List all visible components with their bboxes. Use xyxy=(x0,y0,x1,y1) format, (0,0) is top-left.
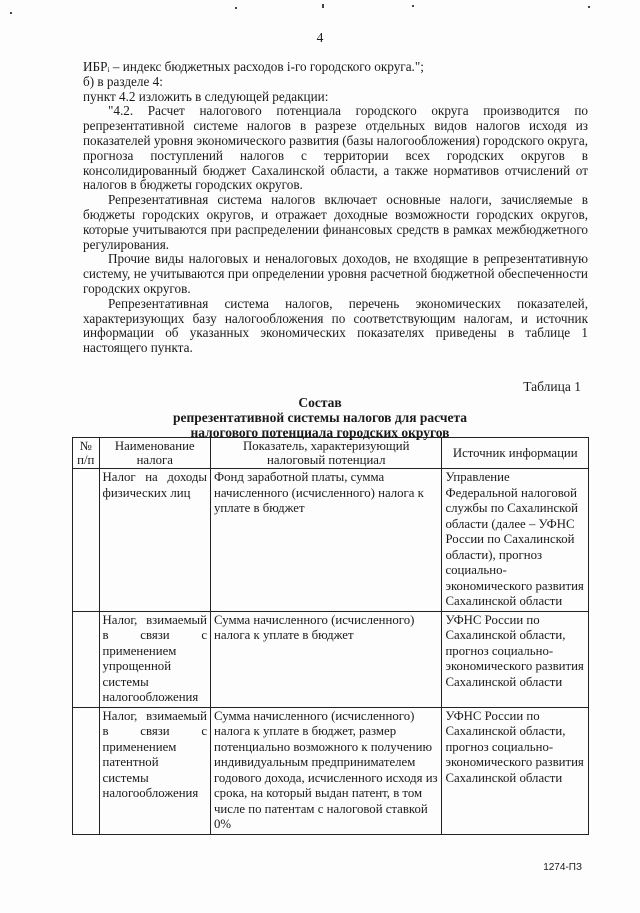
cell-tax: Налог, взимаемый в связи с применением патентной системы налогообложения xyxy=(99,707,210,834)
document-code: 1274-ПЗ xyxy=(543,862,582,873)
cell-num xyxy=(73,707,100,834)
heading-line-1: Состав xyxy=(298,395,342,410)
cell-indicator: Сумма начисленного (исчисленного) налога к уплате в бюджет xyxy=(211,611,442,707)
cell-indicator: Фонд заработной платы, сумма начисленного (исчисленного) налога к уплате в бюджет xyxy=(211,469,442,612)
cell-num xyxy=(73,469,100,612)
paragraph-representative-system: Репрезентативная система налогов включает основные налоги, зачисляемые в бюджеты городских округов, и отражает доходные возможности городских округов, которые учитываются при распределении финансовых средств в рамках межбюджетного регулирования. xyxy=(83,192,588,252)
header-num: № п/п xyxy=(73,438,100,469)
cell-source: УФНС России по Сахалинской области, прогноз социально-экономического развития Сахалинской области xyxy=(442,707,589,834)
header-source: Источник информации xyxy=(442,438,589,469)
paragraph-other-revenues: Прочие виды налоговых и неналоговых доходов, не входящие в репрезентативную систему, не учитываются при определении уровня расчетной бюджетной обеспеченности городских округов. xyxy=(83,251,588,296)
scan-speck xyxy=(235,7,237,9)
heading-line-3: налогового потенциала городских округов xyxy=(190,425,450,441)
cell-tax: Налог на доходы физических лиц xyxy=(99,469,210,612)
paragraph-table-reference: Репрезентативная система налогов, перечень экономических показателей, характеризующих базу налогообложения по соответствующим налогам, и источник информации об указанных экономических показателях приведены в таблице 1 настоящего пункта. xyxy=(83,295,588,356)
tax-table xyxy=(72,437,589,835)
cell-indicator: Сумма начисленного (исчисленного) налога к уплате в бюджет, размер потенциально возможного к получению индивидуальным предпринимателем годового дохода, исчисленного исходя из срока, на который выдан патент, в том числе по патентам с налоговой ставкой 0% xyxy=(211,707,442,834)
table-header-row xyxy=(73,438,589,469)
table-row xyxy=(73,469,589,612)
cell-num xyxy=(73,611,100,707)
cell-source: Управление Федеральной налоговой службы по Сахалинской области (далее – УФНС России по Сахалинской области), прогноз социально-экономического развития Сахалинской области xyxy=(442,469,589,612)
scan-speck xyxy=(412,5,414,7)
cell-tax: Налог, взимаемый в связи с применением упрощенной системы налогообложения xyxy=(99,611,210,707)
header-tax: Наименование налога xyxy=(99,438,210,469)
paragraph-ibr: ИБРᵢ – индекс бюджетных расходов i-го городского округа."; xyxy=(83,59,424,74)
scan-speck xyxy=(322,4,324,8)
body-text xyxy=(83,60,588,356)
heading-line-2: репрезентативной системы налогов для расчета xyxy=(172,410,468,426)
paragraph-point: пункт 4.2 изложить в следующей редакции: xyxy=(83,88,329,104)
paragraph-section: б) в разделе 4: xyxy=(83,73,163,89)
scan-speck xyxy=(10,12,12,14)
cell-source: УФНС России по Сахалинской области, прогноз социально-экономического развития Сахалинской области xyxy=(442,611,589,707)
header-indicator: Показатель, характеризующий налоговый потенциал xyxy=(211,438,442,469)
page-number: 4 xyxy=(316,30,324,45)
table-row xyxy=(73,707,589,834)
table-row xyxy=(73,611,589,707)
paragraph-4-2: "4.2. Расчет налогового потенциала городского округа производится по репрезентативной системе налогов в разрезе отдельных видов налогов исходя из показателей уровня экономического развития (базы налогообложения) городского округа, прогноза поступлений налогов с территории всех городских округов в консолидированный бюджет Сахалинской области, а также нормативов отчислений от налогов в бюджеты городских округов. xyxy=(83,103,588,193)
table-heading xyxy=(0,395,640,441)
scan-speck xyxy=(588,6,590,8)
table-label: Таблица 1 xyxy=(523,379,581,394)
